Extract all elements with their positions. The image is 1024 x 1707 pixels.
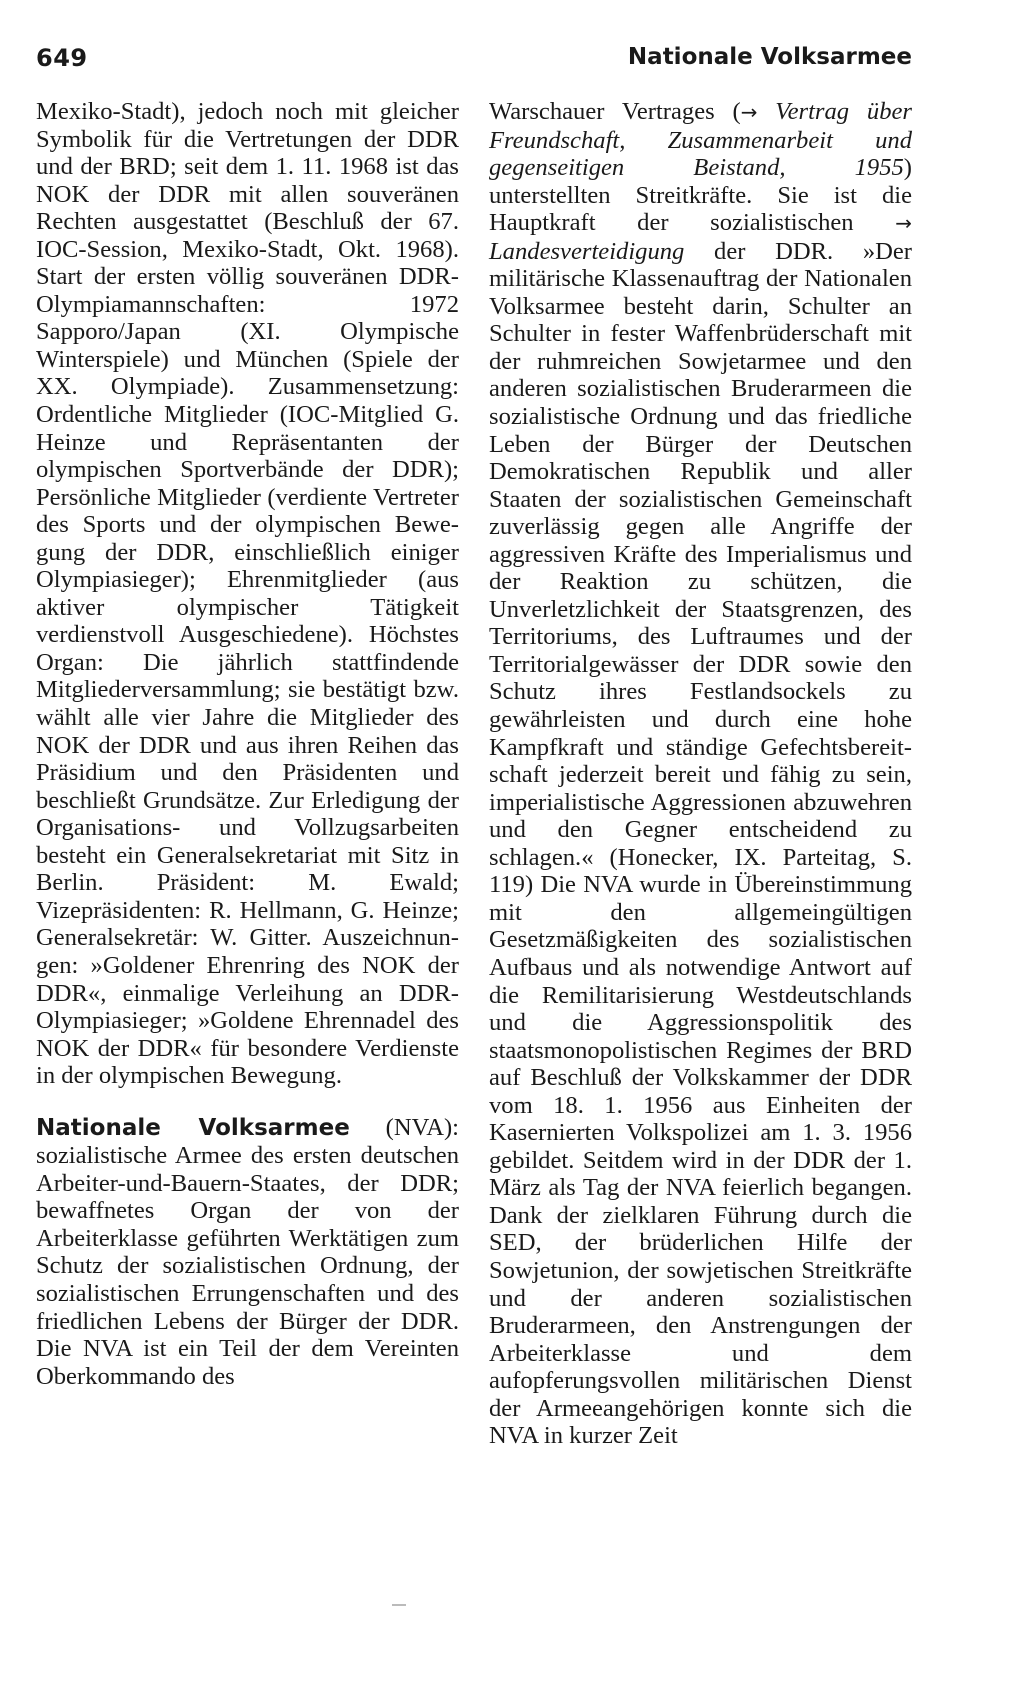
nva-entry-continuation bbox=[489, 98, 912, 1450]
entry-headword: Nationale Volksarmee bbox=[36, 1114, 350, 1141]
body-text: Warschauer Vertrages ( bbox=[489, 98, 741, 125]
cross-reference-arrow-icon: → bbox=[740, 100, 758, 124]
nok-entry-continuation: Mexiko-Stadt), jedoch noch mit gleicher Symbolik für die Vertretungen der DDR und der BRD; seit dem 1. 11. 1968 ist das NOK der DDR mit allen souveränen Rechten ausgestattet (Beschluß der 67. IOC-Session, Mexiko-Stadt, Okt. 1968). Start der ersten völlig souveränen DDR-Olympiamannschaften: 1972 Sapporo/Japan (XI. Olympische Winterspiele) und München (Spiele der XX. Olympiade). Zusammensetzung: Ordentliche Mitglieder (IOC-Mitglied G. Heinze und Repräsentanten der olympischen Sportverbände der DDR); Persönliche Mitglieder (verdiente Vertreter des Sports und der olympischen Bewegung der DDR, einschließlich einiger Olympiasieger); Ehrenmitglieder (aus aktiver olympischer Tätigkeit verdienstvoll Ausgeschiedene). Höchstes Organ: Die jährlich stattfindende Mitgliederversammlung; sie bestätigt bzw. wählt alle vier Jahre die Mitglieder des NOK der DDR und aus ihren Reihen das Präsidium und den Präsidenten und beschließt Grundsätze. Zur Erledigung der Organisations- und Vollzugsarbeiten besteht ein Generalsekretariat mit Sitz in Berlin. Präsident: M. Ewald; Vizepräsidenten: R. Hellmann, G. Heinze; Generalsekretär: W. Gitter. Auszeichnungen: »Goldener Ehrenring des NOK der DDR«, einmalige Verleihung an DDR-Olympiasieger; »Goldene Ehrennadel des NOK der DDR« für besondere Verdienste in der olympischen Bewegung. bbox=[36, 98, 459, 1090]
page-number: 649 bbox=[36, 44, 88, 72]
right-column bbox=[489, 98, 912, 1450]
cross-reference-landesverteidigung[interactable]: Landesverteidigung bbox=[489, 237, 685, 265]
nva-entry-text: (NVA): sozialistische Armee des ersten deutschen Arbeiter-und-Bauern-Staates, der DDR; bewaffnetes Organ der von der Arbeiterklasse geführten Werktätigen zum Schutz der sozialistischen Ordnung, der sozialistischen Errungenschaften und des friedlichen Lebens der Bürger der DDR. Die NVA ist ein Teil der dem Vereinten Oberkommando des bbox=[36, 1113, 459, 1390]
body-text: der DDR. »Der militärische Klassenauftrag der Nationalen Volksarmee besteht darin, Schulter an Schulter in fester Waffenbrüderschaft mit der ruhmreichen Sowjetarmee und den anderen sozialistischen Bruderarmeen die sozialistische Ordnung und das friedliche Leben der Bürger der Deutschen Demokratischen Republik und aller Staaten der sozialistischen Gemeinschaft zuverlässig gegen alle Angriffe der aggressiven Kräfte des Imperialismus und der Reaktion zu schützen, die Unverletzlichkeit der Staatsgrenzen, des Territoriums, des Luftraumes und der Territorialgewässer der DDR sowie den Schutz ihres Festlandsockels zu gewährleisten und durch eine hohe Kampfkraft und ständige Gefechtsbereitschaft jederzeit bereit und fähig zu sein, imperialistische Aggressionen abzuwehren und den Gegner entscheidend zu schlagen.« (Honecker, IX. Parteitag, S. 119) Die NVA wurde in Übereinstimmung mit den allgemeingültigen Gesetzmäßigkeiten des sozialistischen Aufbaus und als notwendige Antwort auf die Remilitarisierung Westdeutschlands und die Aggressionspolitik des staatsmonopolistischen Regimes der BRD auf Beschluß der Volkskammer der DDR vom 18. 1. 1956 aus Einheiten der Kasernierten Volkspolizei am 1. 3. 1956 gebildet. Seitdem wird in der DDR der 1. März als Tag der NVA feierlich begangen. Dank der zielklaren Führung durch die SED, der brüderlichen Hilfe der Sowjetunion, der sowjetischen Streitkräfte und der anderen sozialistischen Bruderarmeen, den Anstrengungen der Arbeiterklasse und dem aufopferungsvollen militärischen Dienst der Armeeangehörigen konnte sich die NVA in kurzer Zeit bbox=[489, 237, 912, 1450]
cross-reference-arrow-icon: → bbox=[895, 211, 912, 236]
print-speck bbox=[392, 1604, 406, 1606]
body-text: ) unterstellten Streitkräfte. Sie ist die Hauptkraft der sozialistischen bbox=[489, 154, 912, 237]
left-column bbox=[36, 98, 459, 1390]
nva-entry-start bbox=[36, 1114, 459, 1390]
cross-reference-treaty[interactable]: Vertrag über Freundschaft, Zusammenarbeit und gegenseitigen Beistand, 1955 bbox=[489, 98, 912, 182]
running-head: Nationale Volksarmee bbox=[627, 44, 912, 70]
